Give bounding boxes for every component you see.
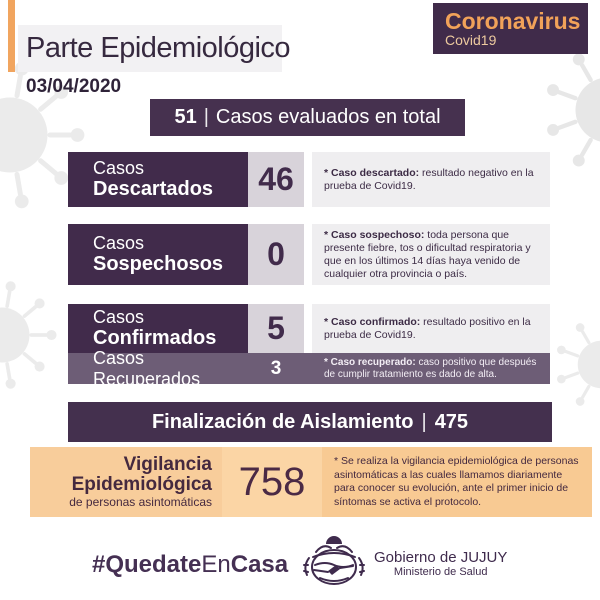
- surveillance-title-line1: Vigilancia: [123, 454, 212, 475]
- surveillance-title-line2: Epidemiológica: [71, 474, 212, 495]
- card-label: [68, 152, 248, 207]
- government-line1: Gobierno de JUJUY: [374, 549, 508, 566]
- card-label: [68, 224, 248, 285]
- isolation-banner: [68, 402, 552, 442]
- card-gap: [304, 304, 312, 353]
- card-label-line1: Casos: [93, 158, 145, 178]
- note-rest: caso positivo que después de cumplir tratamiento es dado de alta.: [324, 356, 537, 380]
- total-cases-label: Casos evaluados en total: [215, 106, 441, 128]
- card-casos-confirmados: [68, 304, 550, 353]
- note-lead: * Caso descartado:: [324, 166, 420, 179]
- badge-title: Coronavirus: [445, 8, 581, 34]
- report-date: 03/04/2020: [26, 76, 122, 97]
- card-label-line2: Sospechosos: [93, 253, 224, 275]
- card-value: 46: [248, 152, 304, 207]
- government-line2: Ministerio de Salud: [393, 566, 488, 578]
- note-lead: * Caso confirmado:: [324, 315, 421, 328]
- note-rest: resultado positivo en la prueba de Covid19.: [324, 315, 531, 341]
- card-note: [312, 224, 550, 285]
- isolation-value: 475: [434, 410, 469, 433]
- note-rest: toda persona que presente fiebre, tos o dificultad respiratoria y que en los últimos 14 días haya venido de cualquier otra provincia o país.: [324, 228, 531, 280]
- card-note: [312, 304, 550, 353]
- note-lead: * Caso recuperado:: [324, 356, 416, 368]
- isolation-label: Finalización de Aislamiento: [151, 410, 414, 433]
- card-value: 0: [248, 224, 304, 285]
- note-rest: resultado negativo en la prueba de Covid19.: [324, 166, 534, 192]
- hashtag-part1: #Quedate: [92, 551, 202, 578]
- row-casos-recuperados: [68, 347, 550, 389]
- surveillance-value: 758: [222, 447, 322, 517]
- virus-icon: [543, 45, 600, 175]
- card-note: [312, 152, 550, 207]
- surveillance-subtitle: de personas asintomáticas: [69, 495, 212, 509]
- surveillance-title-block: [30, 447, 222, 517]
- card-gap: [304, 152, 312, 207]
- card-value: 5: [248, 304, 304, 353]
- card-label-line2: Confirmados: [93, 327, 217, 349]
- jujuy-crest-icon: [301, 535, 367, 591]
- card-casos-sospechosos: [68, 224, 550, 285]
- recovered-value: 3: [270, 357, 282, 379]
- accent-bar: [8, 0, 15, 72]
- hashtag-part2: En: [201, 551, 231, 578]
- recovered-note: [312, 357, 550, 381]
- virus-icon: [0, 280, 57, 390]
- coronavirus-badge: [433, 3, 588, 54]
- card-label-line2: Descartados: [93, 178, 214, 200]
- hashtag-quedate-en-casa: [92, 551, 288, 579]
- badge-subtitle: Covid19: [445, 32, 497, 48]
- note-lead: * Caso sospechoso:: [324, 228, 425, 241]
- recovered-label: Casos Recuperados: [93, 347, 201, 389]
- surveillance-note: [322, 447, 592, 517]
- card-casos-descartados: [68, 152, 550, 207]
- government-signature: [374, 549, 507, 579]
- total-cases-banner: [150, 99, 465, 136]
- separator: |: [203, 106, 209, 128]
- virus-icon: [554, 317, 600, 412]
- surveillance-note-text: * Se realiza la vigilancia epidemiológica de personas asintomáticas a las cuales llamamos diariamente para conocer su evolución, ante el primer inicio de síntomas se activa el protocolo.: [334, 455, 579, 508]
- separator: |: [421, 410, 427, 433]
- page-title: [18, 25, 291, 72]
- card-gap: [304, 224, 312, 285]
- card-label-line1: Casos: [93, 307, 145, 327]
- card-label: [68, 304, 248, 353]
- total-cases-value: 51: [174, 106, 197, 128]
- hashtag-part3: Casa: [230, 551, 289, 578]
- card-label-line1: Casos: [93, 233, 145, 253]
- page-title-text: Parte Epidemiológico: [26, 32, 291, 64]
